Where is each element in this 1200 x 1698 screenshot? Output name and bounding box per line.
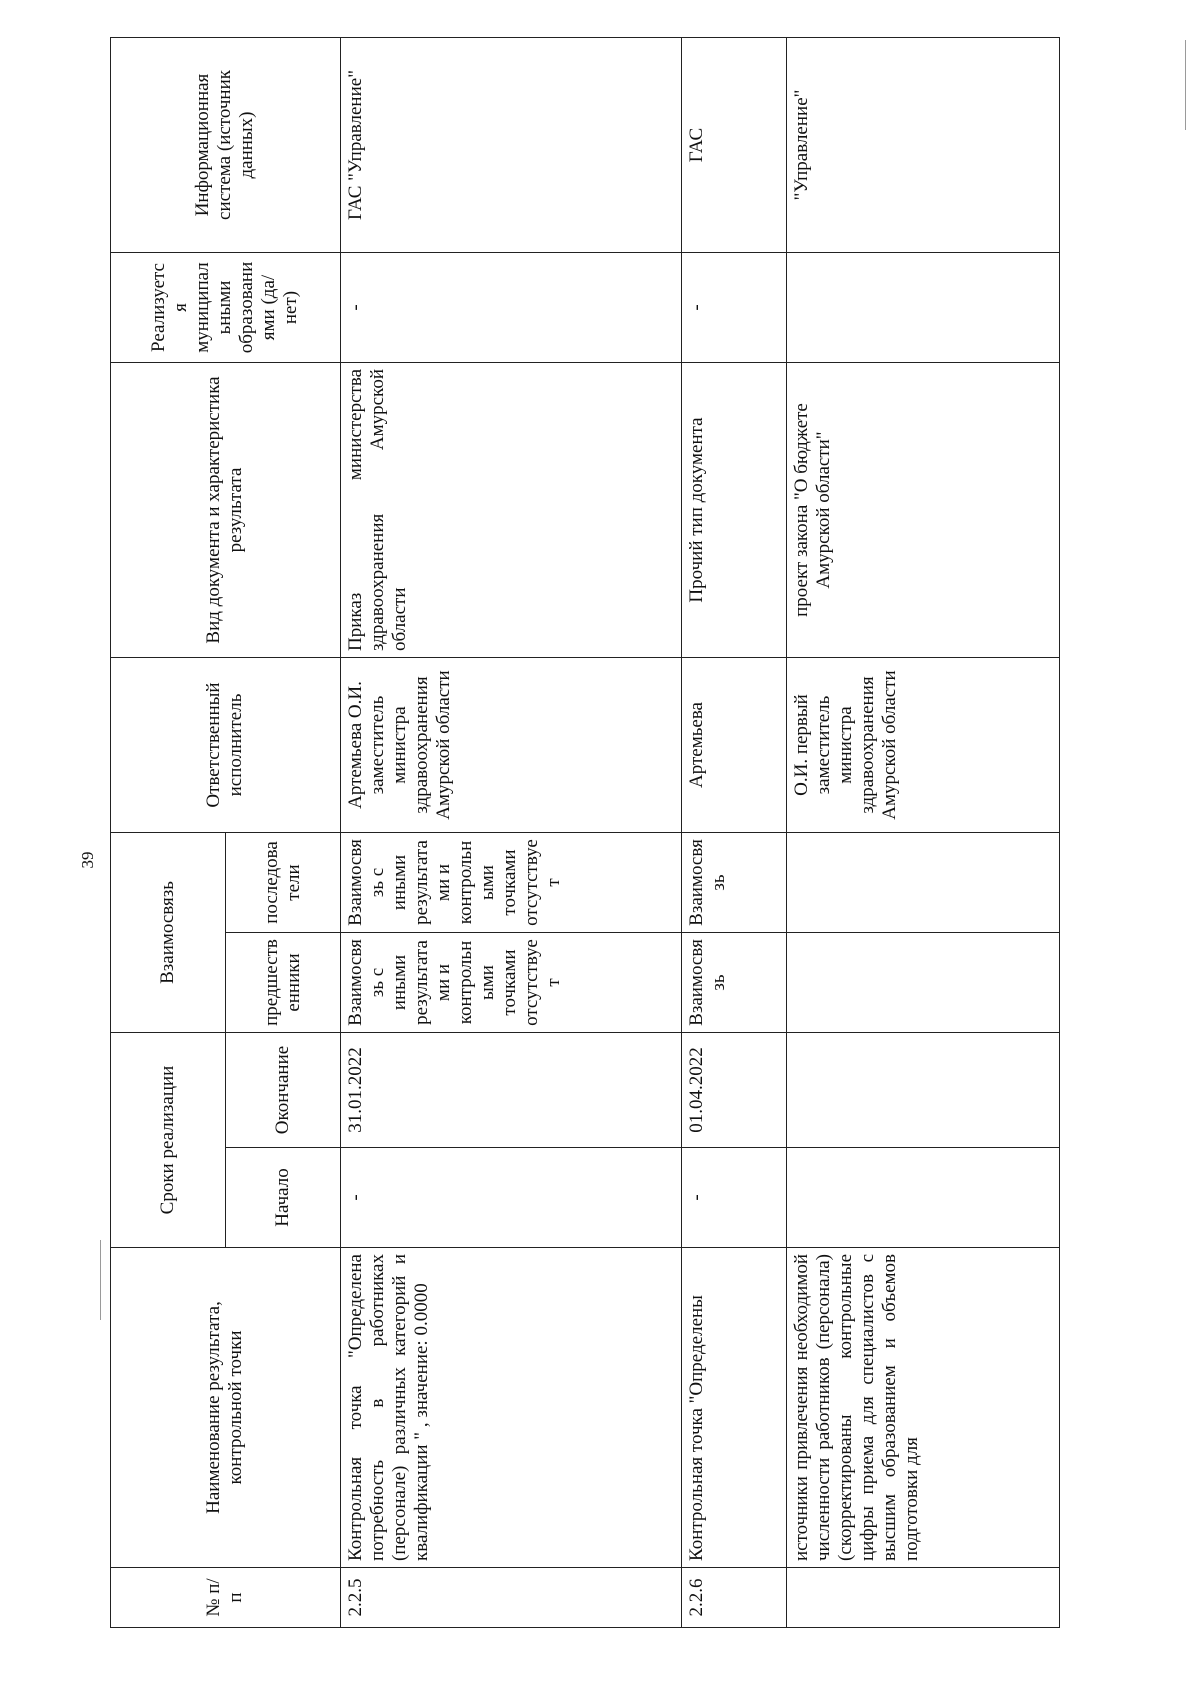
- row-municipal: [786, 253, 1059, 363]
- row-info-system: ГАС: [682, 38, 786, 253]
- rotated-page-content: [110, 38, 1060, 1628]
- row-name: Контрольная точка "Определена потребность в работниках (персонале) различных категорий и квалификации " , значение: 0.0000: [340, 1248, 682, 1568]
- row-end: 01.04.2022: [682, 1033, 786, 1148]
- row-end: [786, 1033, 1059, 1148]
- row-document: Приказ министерства здравоохранения Амурской области: [340, 363, 682, 658]
- row-predecessors: Взаимосвязь: [682, 933, 786, 1033]
- row-predecessors: [786, 933, 1059, 1033]
- header-name: Наименование результата, контрольной точки: [111, 1248, 341, 1568]
- header-end: Окончание: [225, 1033, 340, 1148]
- row-successors: Взаимосвязь с иными результатами и контрольными точками отсутствует: [340, 833, 682, 933]
- row-responsible: Артемьева: [682, 658, 786, 833]
- row-name: Контрольная точка "Определены: [682, 1248, 786, 1568]
- row-num: 2.2.6: [682, 1568, 786, 1628]
- table-row: [682, 38, 786, 1628]
- row-predecessors: Взаимосвязь с иными результатами и контрольными точками отсутствует: [340, 933, 682, 1033]
- plan-table: [110, 37, 1060, 1628]
- row-num: [786, 1568, 1059, 1628]
- header-start: Начало: [225, 1148, 340, 1248]
- header-document: Вид документа и характеристика результата: [111, 363, 341, 658]
- row-municipal: -: [340, 253, 682, 363]
- row-name: источники привлечения необходимой численности работников (персонала) (скорректированы контрольные цифры приема для специалистов с высшим образованием и объемов подготовки для: [786, 1248, 1059, 1568]
- header-row: [111, 38, 226, 1628]
- header-municipal: Реализуется муниципальными образованиями (да/нет): [111, 253, 341, 363]
- row-info-system: ГАС "Управление": [340, 38, 682, 253]
- row-responsible: О.И. первый заместитель министра здравоохранения Амурской области: [786, 658, 1059, 833]
- header-successors: последователи: [225, 833, 340, 933]
- header-timing: Сроки реализации: [111, 1033, 226, 1248]
- row-start: -: [340, 1148, 682, 1248]
- scan-edge-mark: [1185, 40, 1186, 130]
- row-end: 31.01.2022: [340, 1033, 682, 1148]
- row-info-system: "Управление": [786, 38, 1059, 253]
- row-num: 2.2.5: [340, 1568, 682, 1628]
- row-responsible: Артемьева О.И. заместитель министра здравоохранения Амурской области: [340, 658, 682, 833]
- scan-edge-mark: [100, 1240, 101, 1320]
- row-successors: Взаимосвязь: [682, 833, 786, 933]
- header-num: № п/п: [111, 1568, 341, 1628]
- header-info-system: Информационная система (источник данных): [111, 38, 341, 253]
- table-row: [340, 38, 682, 1628]
- row-municipal: -: [682, 253, 786, 363]
- page-number: 39: [78, 851, 97, 869]
- row-document: Прочий тип документа: [682, 363, 786, 658]
- header-predecessors: предшественники: [225, 933, 340, 1033]
- table-row: [786, 38, 1059, 1628]
- header-responsible: Ответственный исполнитель: [111, 658, 341, 833]
- row-document: проект закона "О бюджете Амурской области": [786, 363, 1059, 658]
- row-start: -: [682, 1148, 786, 1248]
- row-successors: [786, 833, 1059, 933]
- row-start: [786, 1148, 1059, 1248]
- header-link: Взаимосвязь: [111, 833, 226, 1033]
